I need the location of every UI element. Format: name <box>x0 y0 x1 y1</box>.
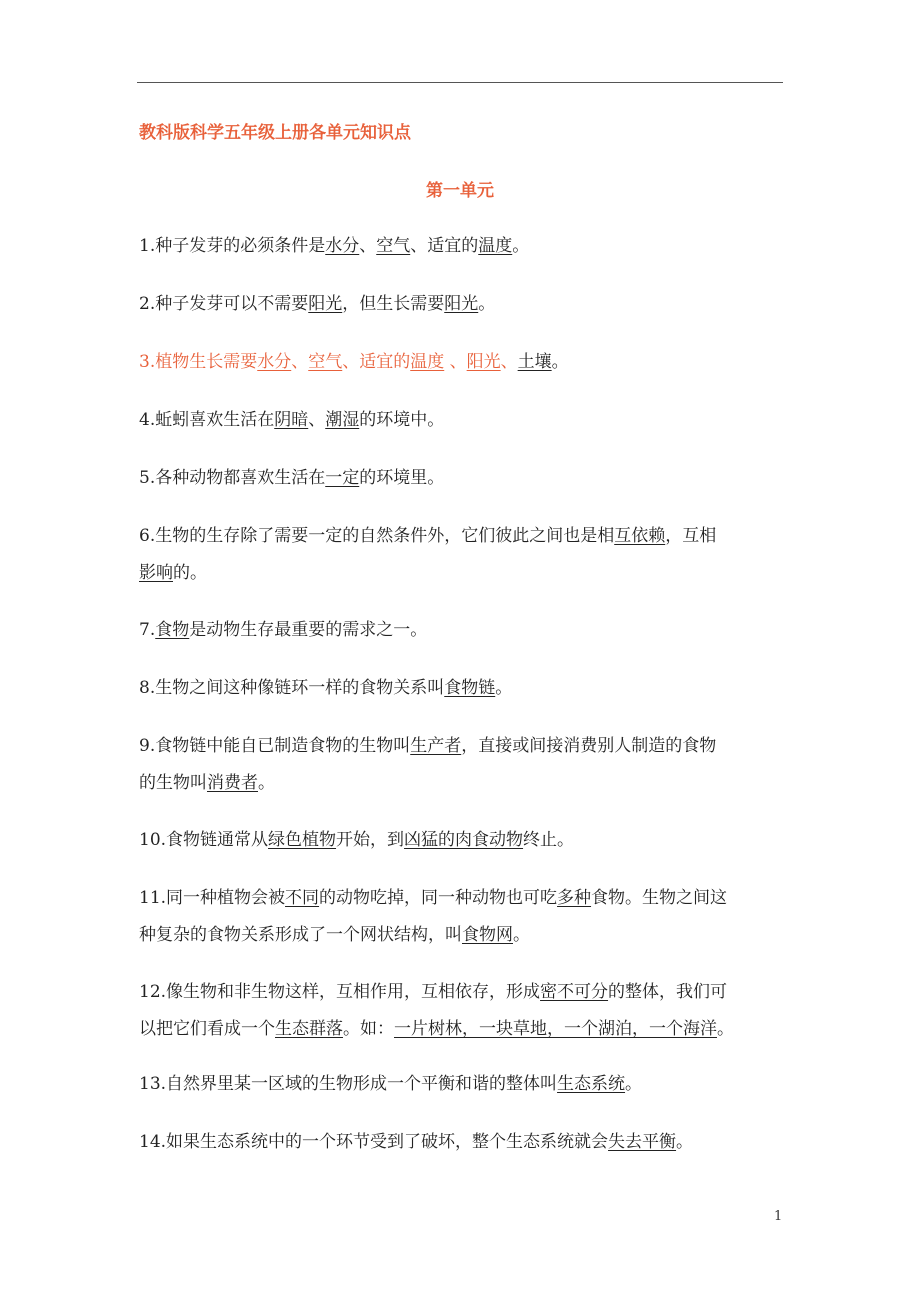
key-term: 生态系统 <box>557 1074 626 1094</box>
key-term: 阳光 <box>466 352 501 372</box>
knowledge-item <box>139 460 784 497</box>
page-number: 1 <box>774 1209 783 1224</box>
knowledge-item <box>139 822 784 859</box>
key-term: 食物网 <box>462 925 513 945</box>
item-text: 终止。 <box>523 830 575 850</box>
key-term: 失去平衡 <box>608 1132 677 1152</box>
key-term: 食物 <box>155 620 190 640</box>
item-text: 。 <box>513 925 530 945</box>
document-title: 教科版科学五年级上册各单元知识点 <box>139 123 411 143</box>
item-text: 1.种子发芽的必须条件是 <box>139 236 326 256</box>
key-term: 凶猛的肉食动物 <box>404 830 524 850</box>
key-term: 密不可分 <box>540 982 609 1002</box>
key-term: 多种 <box>557 888 592 908</box>
knowledge-item <box>139 1066 784 1103</box>
item-text: ，互相 <box>665 526 717 546</box>
key-term: 一定 <box>325 468 360 488</box>
key-term: 阳光 <box>308 294 343 314</box>
key-term: 阴暗 <box>274 410 309 430</box>
item-text: 。 <box>625 1074 643 1094</box>
key-term: 阳光 <box>444 294 479 314</box>
item-text: ，直接或间接消费别人制造的食物 <box>461 736 717 756</box>
item-text: 的整体，我们可 <box>608 982 728 1002</box>
item-text: 以把它们看成一个 <box>139 1019 275 1039</box>
item-text: 食物。生物之间这 <box>591 888 728 908</box>
key-term: 空气 <box>308 352 343 372</box>
item-text: 。 <box>676 1132 694 1152</box>
key-term: 影响 <box>139 563 173 583</box>
item-text: 6.生物的生存除了需要一定的自然条件外，它们彼此之间也是相 <box>139 526 615 546</box>
item-text: 10.食物链通常从 <box>139 830 269 850</box>
item-text: ，但生长需要 <box>342 294 445 314</box>
key-term: 温度 <box>478 236 513 256</box>
item-text: 、 <box>308 410 326 430</box>
item-text: 。 <box>717 1019 734 1039</box>
item-text: 的环境里。 <box>359 468 445 488</box>
key-term: 生态群落 <box>275 1019 343 1039</box>
key-term: 生产者 <box>410 736 462 756</box>
item-text: 、 <box>500 352 518 372</box>
key-term: 水分 <box>257 352 292 372</box>
key-term: 温度 <box>410 352 445 372</box>
knowledge-item <box>139 974 784 1048</box>
knowledge-item <box>139 518 784 592</box>
key-term: 食物链 <box>444 678 496 698</box>
item-text: 。 <box>551 352 569 372</box>
knowledge-item <box>139 880 784 954</box>
item-text: 3.植物生长需要 <box>139 352 258 372</box>
key-term: 不同 <box>285 888 320 908</box>
item-text: 14.如果生态系统中的一个环节受到了破坏，整个生态系统就会 <box>139 1132 609 1152</box>
item-text: 、 <box>444 352 467 372</box>
item-text: 。 <box>258 773 275 793</box>
key-term: 互依赖 <box>614 526 666 546</box>
item-text: 。 <box>495 678 513 698</box>
knowledge-item <box>139 228 784 265</box>
knowledge-item <box>139 286 784 323</box>
item-text: 的动物吃掉，同一种动物也可吃 <box>319 888 558 908</box>
item-text: 、适宜的 <box>410 236 479 256</box>
knowledge-item <box>139 670 784 707</box>
item-text: 。 <box>512 236 530 256</box>
item-text: 、 <box>359 236 377 256</box>
item-text: 的环境中。 <box>359 410 445 430</box>
knowledge-item <box>139 344 784 381</box>
item-text: 、 <box>291 352 309 372</box>
item-text: 11.同一种植物会被 <box>139 888 286 908</box>
item-text: 2.种子发芽可以不需要 <box>139 294 309 314</box>
knowledge-item <box>139 612 784 649</box>
unit-heading: 第一单元 <box>426 181 494 201</box>
item-text: 是动物生存最重要的需求之一。 <box>189 620 428 640</box>
item-text: 13.自然界里某一区域的生物形成一个平衡和谐的整体叫 <box>139 1074 558 1094</box>
key-term: 空气 <box>376 236 411 256</box>
item-text: 。 <box>478 294 496 314</box>
item-text: 7. <box>139 620 156 640</box>
item-text: 种复杂的食物关系形成了一个网状结构，叫 <box>139 925 462 945</box>
key-term: 水分 <box>325 236 360 256</box>
item-text: 、适宜的 <box>342 352 411 372</box>
item-text: 9.食物链中能自已制造食物的生物叫 <box>139 736 411 756</box>
item-text: 8.生物之间这种像链环一样的食物关系叫 <box>139 678 445 698</box>
item-text: 的生物叫 <box>139 773 207 793</box>
key-term: 消费者 <box>207 773 258 793</box>
knowledge-item <box>139 1124 784 1161</box>
key-term: 绿色植物 <box>268 830 337 850</box>
key-term: 一片树林，一块草地，一个湖泊，一个海洋 <box>394 1019 717 1039</box>
top-rule <box>137 82 783 83</box>
item-text: 。如： <box>343 1019 394 1039</box>
item-text: 4.蚯蚓喜欢生活在 <box>139 410 275 430</box>
item-text: 开始，到 <box>336 830 405 850</box>
knowledge-item <box>139 728 784 802</box>
key-term: 潮湿 <box>325 410 360 430</box>
item-text: 的。 <box>173 563 207 583</box>
key-term: 土壤 <box>517 352 552 372</box>
item-text: 5.各种动物都喜欢生活在 <box>139 468 326 488</box>
knowledge-item <box>139 402 784 439</box>
item-text: 12.像生物和非生物这样，互相作用，互相依存，形成 <box>139 982 541 1002</box>
